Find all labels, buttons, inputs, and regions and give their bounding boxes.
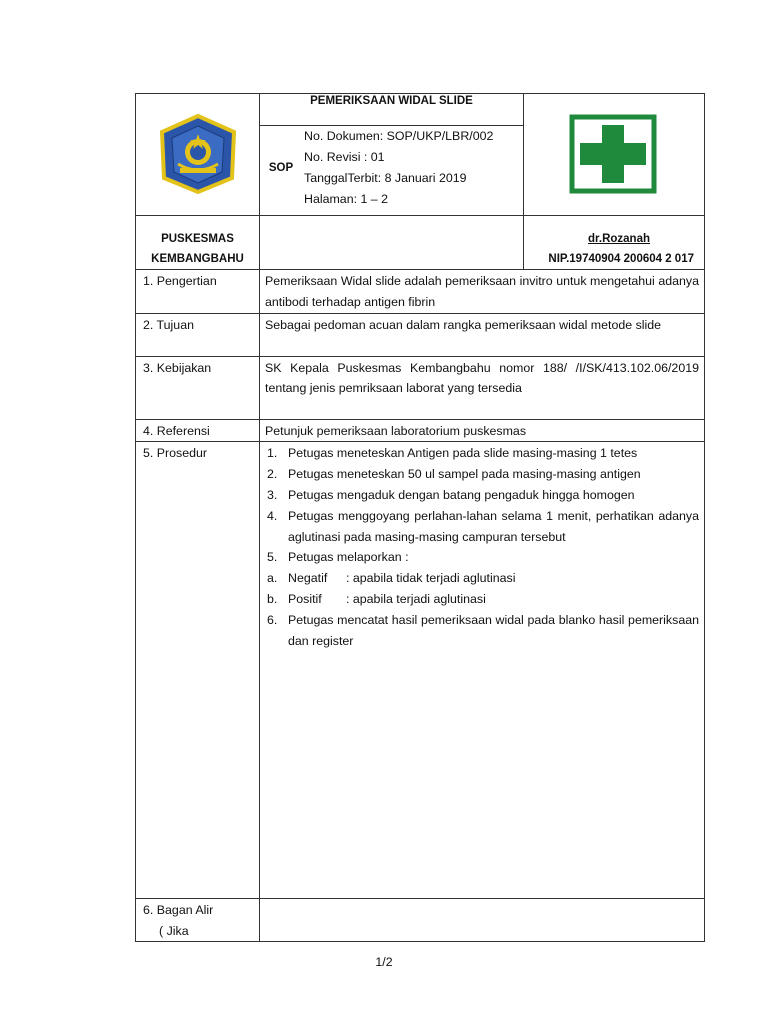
org-line-2: KEMBANGBAHU [151,253,244,265]
procedure-step: 5. Petugas melaporkan : [267,550,409,565]
org-line-1: PUSKESMAS [161,233,234,245]
puskesmas-green-cross-logo [524,94,705,212]
procedure-step: 2. Petugas meneteskan 50 ul sampel pada masing-masing antigen [267,467,641,482]
organization-name [136,216,260,270]
regency-crest-logo [136,94,260,212]
sop-label: SOP [268,161,294,174]
meta-issue-date: TanggalTerbit: 8 Januari 2019 [304,170,467,185]
procedure-step: 4. Petugas menggoyang perlahan-lahan selama 1 menit, perhatikan adanya aglutinasi pada masing-masing campuran tersebut [267,508,699,544]
bagan-line-1: 6. Bagan Alir [143,903,214,918]
signer-cell [524,216,705,270]
row-label-referensi: 4. Referensi [136,419,260,442]
header-middle [260,94,524,216]
row-label-kebijakan: 3. Kebijakan [136,356,260,419]
procedure-sub-item: a. Negatif : apabila tidak terjadi aglutinasi [267,571,516,586]
left-logo-cell [136,94,260,216]
procedure-step: 3. Petugas mengaduk dengan batang pengaduk hingga homogen [267,487,635,502]
prosedur-steps [260,442,705,899]
right-logo-cell [524,94,705,216]
row-text-tujuan: Sebagai pedoman acuan dalam rangka pemeriksaan widal metode slide [260,313,705,356]
bagan-line-2: ( Jika [159,923,189,938]
row-text-pengertian: Pemeriksaan Widal slide adalah pemeriksaan invitro untuk mengetahui adanya antibodi terhadap antigen fibrin [260,270,705,314]
procedure-step: 1. Petugas meneteskan Antigen pada slide masing-masing 1 tetes [267,446,638,461]
meta-revision: No. Revisi : 01 [304,149,385,164]
document-title: PEMERIKSAAN WIDAL SLIDE [260,94,523,125]
signer-nip: NIP.19740904 200604 2 017 [548,253,694,265]
row-text-referensi: Petunjuk pemeriksaan laboratorium puskesmas [260,419,705,442]
row-label-tujuan: 2. Tujuan [136,313,260,356]
procedure-sub-item: b. Positif : apabila terjadi aglutinasi [267,591,486,606]
sop-table [135,93,705,942]
row-label-prosedur: 5. Prosedur [136,442,260,899]
procedure-list [265,443,699,651]
row-text-kebijakan: SK Kepala Puskesmas Kembangbahu nomor 188/ /I/SK/413.102.06/2019 tentang jenis pemriksaan laborat yang tersedia [260,356,705,419]
org-blank-cell [260,216,524,270]
page-number: 1/2 [375,955,393,969]
meta-page: Halaman: 1 – 2 [304,191,389,206]
row-text-bagan-alir [260,899,705,942]
meta-doc-number: No. Dokumen: SOP/UKP/LBR/002 [304,128,494,143]
procedure-step: 6. Petugas mencatat hasil pemeriksaan widal pada blanko hasil pemeriksaan dan register [267,612,699,648]
signer-name: dr.Rozanah [588,233,650,245]
row-label-bagan-alir [136,899,260,942]
row-label-pengertian: 1. Pengertian [136,270,260,314]
